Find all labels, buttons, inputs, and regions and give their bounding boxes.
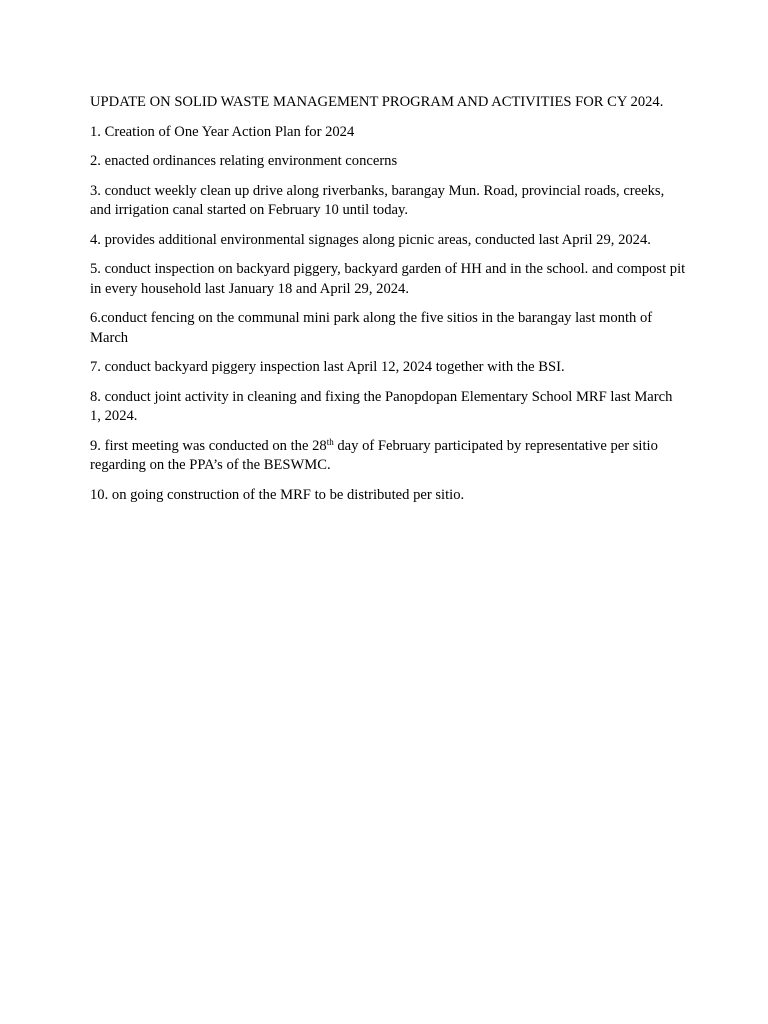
list-item-1: 1. Creation of One Year Action Plan for 2024: [90, 123, 355, 140]
list-item-9-before: 9. first meeting was conducted on the 28: [90, 437, 327, 454]
list-item-9: [90, 437, 686, 476]
document-page: [90, 93, 686, 516]
list-item-2: 2. enacted ordinances relating environment concerns: [90, 153, 398, 170]
list-item-9-after: day of February participated by representative per sitio regarding on the PPA’s of the BESWMC.: [90, 437, 658, 474]
ordinal-superscript: th: [326, 436, 334, 447]
list-item-4: 4. provides additional environmental signages along picnic areas, conducted last April 29, 2024.: [90, 231, 651, 248]
list-item-6: 6.conduct fencing on the communal mini park along the five sitios in the barangay last month of March: [90, 310, 653, 346]
list-item-8: 8. conduct joint activity in cleaning and fixing the Panopdopan Elementary School MRF last March 1, 2024.: [90, 388, 673, 425]
list-item-10: 10. on going construction of the MRF to be distributed per sitio.: [90, 486, 465, 503]
list-item-7: 7. conduct backyard piggery inspection last April 12, 2024 together with the BSI.: [90, 359, 565, 376]
list-item-3: 3. conduct weekly clean up drive along riverbanks, barangay Mun. Road, provincial roads, creeks, and irrigation canal started on February 10 until today.: [90, 182, 665, 219]
document-title: UPDATE ON SOLID WASTE MANAGEMENT PROGRAM AND ACTIVITIES FOR CY 2024.: [90, 94, 664, 110]
list-item-5: 5. conduct inspection on backyard piggery, backyard garden of HH and in the school. and compost pit in every household last January 18 and April 29, 2024.: [90, 261, 686, 297]
